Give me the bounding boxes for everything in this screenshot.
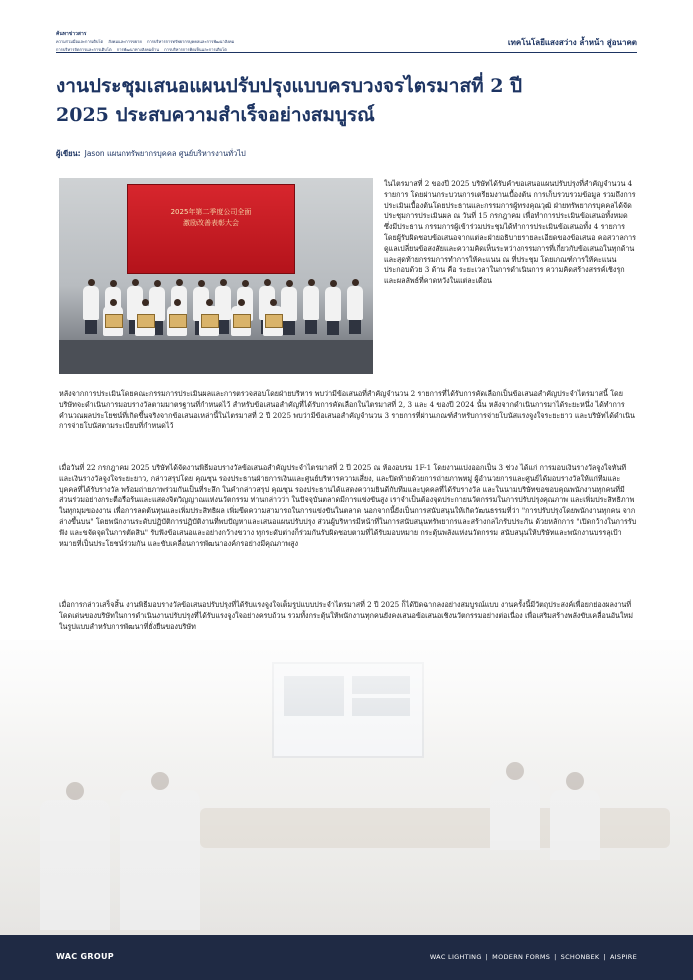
- brand-list: [430, 953, 637, 961]
- person: [347, 286, 363, 320]
- award-certificate: [265, 314, 283, 328]
- paragraph-4: เมื่อการกล่าวเสร็จสิ้น งานพิธีมอบรางวัลข้อเสนอปรับปรุงที่ได้รับแรงจูงใจเต็มรูปแบบประจำไตรมาสที่ 2 ปี 2025 ก็ได้ปิดฉากลงอย่างสมบูรณ์แบบ งานครั้งนี้มีวัตถุประสงค์เพื่อยกย่องผลงานที่โดดเด่นของบริษัทในการดำเนินงานปรับปรุงที่ได้รับแรงจูงใจอย่างครบถ้วน รวมทั้งกระตุ้นให้พนักงานทุกคนยังคงเสนอข้อเสนอเชิงนวัตกรรมอย่างต่อเนื่อง เพื่อเสริมสร้างพลังขับเคลื่อนอันใหม่ในรูปแบบสำหรับการพัฒนาที่ยั่งยืนของบริษัท: [59, 600, 633, 631]
- paragraph-3: เมื่อวันที่ 22 กรกฎาคม 2025 บริษัทได้จัดงานพิธีมอบรางวัลข้อเสนอสำคัญประจำไตรมาสที่ 2 ปี 2025 ณ ห้องอบรม 1F-1 โดยงานแบ่งออกเป็น 3 ช่วง ได้แก่ การมอบเงินรางวัลจูงใจทันทีและเงินรางวัลจูงใจระยะยาว, กล่าวสรุปโดย คุณซุน รองประธานฝ่ายการเงินและศูนย์บริหารความเสี่ยง, และปิดท้ายด้วยการถ่ายภาพหมู่ ผู้อำนวยการและศูนย์ได้มอบรางวัลให้แก่ทีมและบุคคลที่ได้รับรางวัล พร้อมถ่ายภาพร่วมกันเป็นที่ระลึก ในคำกล่าวสรุป คุณซุน รองประธานได้แสดงความยินดีกับทีมและบุคคลที่ได้รับรางวัล และในนามบริษัทขอขอบคุณพนักงานทุกคนที่มีส่วนร่วมอย่างกระตือรือร้นและแสดงจิตวิญญาณแห่งนวัตกรรม ท่านกล่าวว่า ในปัจจุบันตลาดมีการแข่งขันสูง เราจำเป็นต้องจุดประกายนวัตกรรมในการปรับปรุงคุณภาพ และเพิ่มประสิทธิภาพในทุกมุมของงาน เพื่อการลดต้นทุนและเพิ่มประสิทธิผล เพิ่มขีดความสามารถในการแข่งขันในตลาด นอกจากนี้ยังเป็นการสนับสนุนให้เกิดวัฒนธรรมที่ว่า "การปรับปรุงโดยพนักงานทุกคน จากล่างขึ้นบน" โดยพนักงานระดับปฏิบัติการปฏิบัติงานที่พบปัญหาและเสนอแผนปรับปรุง ส่วนผู้บริหารมีหน้าที่ในการสนับสนุนทรัพยากรและสร้างกลไกรับประกัน ด้วยหลักการ "เปิดกว้างในการรับฟัง และขจัดจุดในการตัดสิน" รับฟังข้อเสนอและอย่างกว้างขวาง ทุกระดับต่างก็ร่วมกันรับผิดชอบตามที่ได้รับมอบหมาย กระตุ้นพลังแห่งนวัตกรรม สนับสนุนให้บริษัทและพนักงานบรรลุเป้าหมายที่เป็นประโยชน์ร่วมกัน และขับเคลื่อนการพัฒนาองค์กรอย่างมีคุณภาพสูง: [59, 463, 637, 548]
- brand-name: WAC LIGHTING: [429, 953, 482, 961]
- top-navigation: [56, 30, 276, 54]
- banner-line-1: 2025年第二季度公司全面: [170, 208, 252, 216]
- nav-link[interactable]: การบริหารการคิดเห็นและการเติบโต: [164, 47, 227, 52]
- footer: [0, 935, 693, 980]
- article-title: [56, 72, 596, 130]
- award-certificate: [201, 314, 219, 328]
- paragraph-1: ในไตรมาสที่ 2 ของปี 2025 บริษัทได้รับคำขอเสนอแผนปรับปรุงที่สำคัญจำนวน 4 รายการ โดยผ่านกระบวนการเตรียมงานเบื้องต้น การเก็บรวบรวมข้อมูล รวมถึงการประเมินเบื้องต้นโดยประธานและกรรมการผู้ทรงคุณวุฒิ ฝ่ายทรัพยากรบุคคลได้จัดประชุมการประเมินผล ณ วันที่ 15 กรกฎาคม เพื่อทำการประเมินข้อเสนอทั้งหมด ซึ่งมีประธาน กรรมการผู้เข้าร่วมประชุมได้ทำการประเมินข้อเสนอทั้ง 4 รายการ โดยผู้รับผิดชอบข้อเสนอจากแต่ละฝ่ายอธิบายรายละเอียดของข้อเสนอ คอสวาลการดูแลเปลี่ยนข้อสงสัยและความคิดเห็นระหว่างกรรมการที่เกี่ยวกับข้อเสนอในทุกด้าน และสุดท้ายกรรมการทำการให้คะแนน ณ ที่ประชุม โดยเกณฑ์การให้คะแนนประกอบด้วย 3 ด้าน คือ ระยะเวลาในการดำเนินการ ความคิดสร้างสรรค์เชิงรุก และผลลัพธ์ที่คาดหวังในแต่ละเดือน: [384, 179, 637, 286]
- brand-separator: |: [603, 953, 606, 961]
- award-certificate: [233, 314, 251, 328]
- author-name: Jason แผนกทรัพยากรบุคคล ศูนย์บริหารงานทั่วไป: [84, 149, 246, 158]
- banner-text: [128, 207, 294, 229]
- photo-floor: [59, 340, 373, 374]
- nav-link[interactable]: การบริหารการทรัพยากรบุคคลและการพัฒนาสังคม: [147, 39, 235, 44]
- person: [83, 286, 99, 320]
- brand-name: MODERN FORMS: [492, 953, 551, 961]
- award-certificate: [105, 314, 123, 328]
- award-certificate: [169, 314, 187, 328]
- person: [303, 286, 319, 320]
- brand-separator: |: [485, 953, 489, 961]
- header-divider: [56, 52, 637, 53]
- author-line: [56, 148, 616, 160]
- red-banner-screen: [127, 184, 295, 274]
- nav-row-1: [56, 38, 276, 46]
- brand-name: SCHONBEK: [560, 953, 600, 961]
- award-certificate: [137, 314, 155, 328]
- person: [281, 287, 297, 321]
- title-line-2: 2025 ประสบความสำเร็จอย่างสมบูรณ์: [56, 104, 375, 126]
- nav-link[interactable]: การบริหารจัดการและการเติบโต: [56, 47, 112, 52]
- photo-fade-overlay: [0, 640, 693, 935]
- meeting-photo: [0, 640, 693, 935]
- title-line-1: งานประชุมเสนอแผนปรับปรุงแบบครบวงจรไตรมาสที่ 2 ปี: [56, 75, 523, 97]
- person: [325, 287, 341, 321]
- author-label: ผู้เขียน:: [56, 149, 81, 158]
- wac-group-logo: WAC GROUP: [56, 952, 114, 961]
- header-slogan: เทคโนโลยีแสงสว่าง ล้ำหน้า สู่อนาคต: [507, 38, 637, 47]
- paragraph-2: หลังจากการประเมินโดยคณะกรรมการประเมินผลและการตรวจสอบโดยฝ่ายบริหาร พบว่ามีข้อเสนอที่สำคัญจำนวน 2 รายการที่ได้รับการคัดเลือกเป็นข้อเสนอสำคัญประจำไตรมาสนี้ โดยบริษัทจะดำเนินการมอบรางวัลตามมาตรฐานที่กำหนดไว้ สำหรับข้อเสนอสำคัญที่ได้รับการคัดเลือกในไตรมาสที่ 2, 3 และ 4 ของปี 2024 นั้น หลังจากดำเนินการมาได้ระยะหนึ่ง ได้ทำการคำนวณผลประโยชน์ที่เกิดขึ้นจริงจากข้อเสนอเหล่านี้ในไตรมาสที่ 2 ปี 2025 พบว่ามีข้อเสนอสำคัญจำนวน 3 รายการที่ผ่านเกณฑ์สำหรับการจ่ายโบนัสแรงจูงใจระยะยาว และบริษัทได้ดำเนินการจ่ายโบนัสตามระเบียบที่กำหนดไว้: [59, 389, 635, 431]
- brand-separator: |: [554, 953, 557, 961]
- nav-link[interactable]: การพัฒนาทางสังคมด้าน: [116, 47, 159, 52]
- nav-title[interactable]: ค้นหาข่าวสาร: [56, 31, 87, 37]
- brand-name: AISPIRE: [609, 953, 637, 961]
- group-photo: [59, 178, 373, 374]
- nav-link[interactable]: สังคมและการขยาย: [108, 39, 142, 44]
- nav-link[interactable]: ความร่วมมือและการเติบโต: [56, 39, 104, 44]
- banner-line-2: 激励改善表彰大会: [183, 219, 239, 227]
